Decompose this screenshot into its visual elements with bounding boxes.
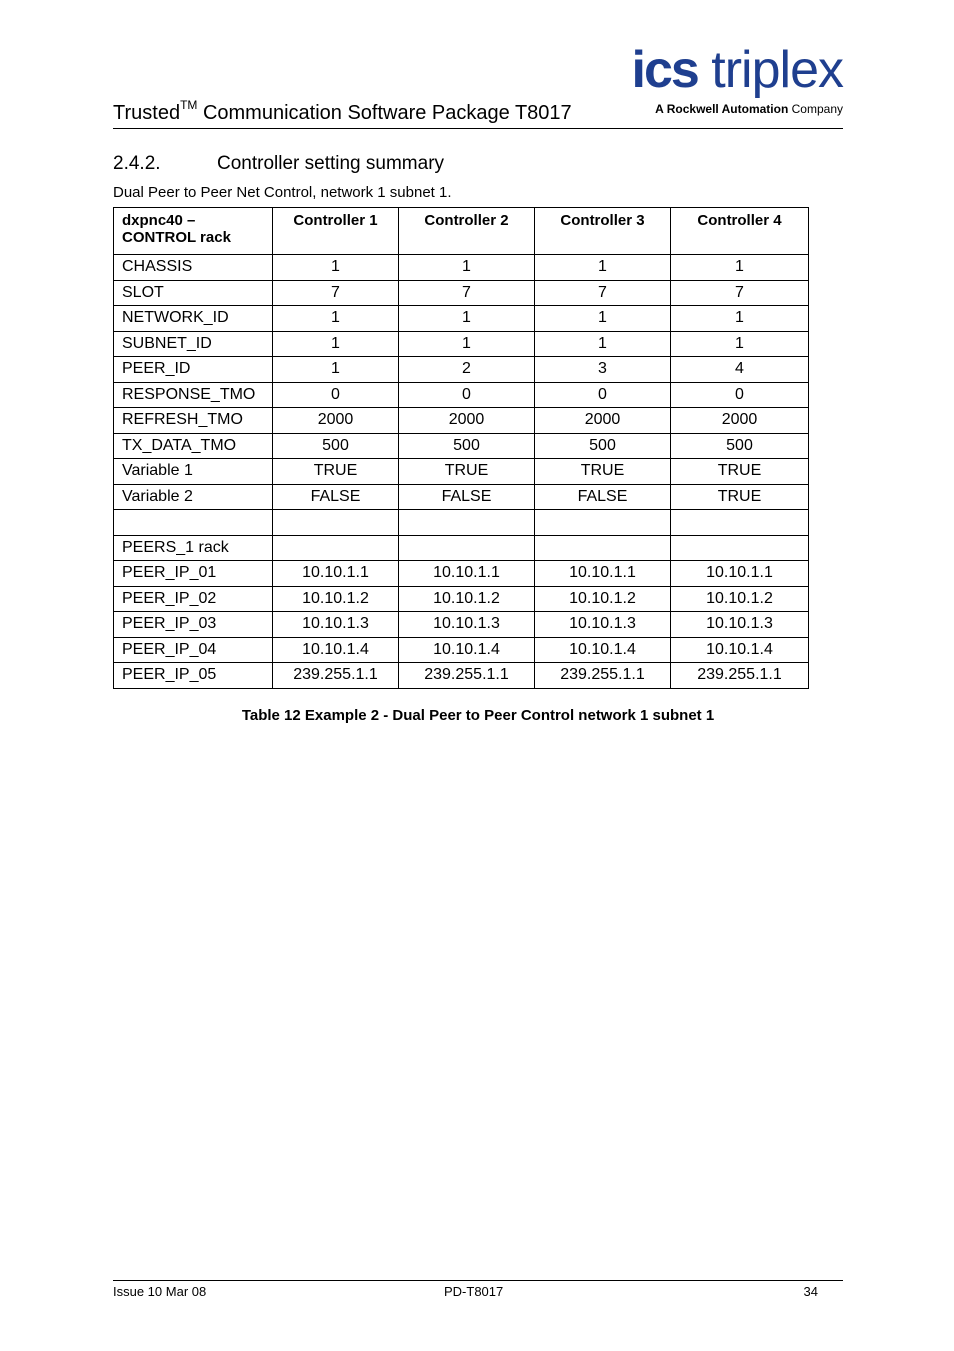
table-cell: 4 bbox=[671, 357, 809, 383]
table-cell: TRUE bbox=[671, 459, 809, 485]
table-cell: 1 bbox=[273, 357, 399, 383]
table-cell: 500 bbox=[671, 433, 809, 459]
table-cell bbox=[399, 510, 535, 536]
table-row bbox=[114, 586, 809, 612]
table-cell: 0 bbox=[273, 382, 399, 408]
table-cell bbox=[535, 535, 671, 561]
table-cell: TRUE bbox=[399, 459, 535, 485]
row-label: CHASSIS bbox=[114, 255, 273, 281]
table-cell: 10.10.1.1 bbox=[273, 561, 399, 587]
intro-text: Dual Peer to Peer Net Control, network 1 subnet 1. bbox=[113, 184, 452, 201]
table-cell: 239.255.1.1 bbox=[399, 663, 535, 689]
table-cell: 7 bbox=[273, 280, 399, 306]
table-row bbox=[114, 382, 809, 408]
table-body bbox=[114, 255, 809, 689]
logo-tagline bbox=[655, 102, 843, 116]
table-cell: 1 bbox=[671, 306, 809, 332]
table-cell: 7 bbox=[671, 280, 809, 306]
column-header: Controller 3 bbox=[535, 208, 671, 255]
row-label: PEER_IP_02 bbox=[114, 586, 273, 612]
table-row bbox=[114, 280, 809, 306]
table-cell: TRUE bbox=[535, 459, 671, 485]
footer-issue: Issue 10 Mar 08 bbox=[113, 1284, 207, 1299]
table-cell: 1 bbox=[671, 331, 809, 357]
table-row bbox=[114, 612, 809, 638]
row-label: Variable 2 bbox=[114, 484, 273, 510]
table-cell: TRUE bbox=[273, 459, 399, 485]
table-row bbox=[114, 663, 809, 689]
header-rack-line1: dxpnc40 – bbox=[122, 212, 196, 229]
table-cell bbox=[273, 535, 399, 561]
table-row bbox=[114, 408, 809, 434]
row-label: PEER_IP_04 bbox=[114, 637, 273, 663]
table-cell: 1 bbox=[399, 306, 535, 332]
logo-wordmark bbox=[632, 42, 843, 98]
table-row bbox=[114, 637, 809, 663]
table-cell: 1 bbox=[535, 331, 671, 357]
logo-tagline-text: A Rockwell Automation bbox=[655, 102, 789, 116]
section-number: 2.4.2. bbox=[113, 153, 161, 174]
document-title bbox=[113, 98, 572, 125]
table-cell bbox=[671, 535, 809, 561]
table-cell: 2000 bbox=[399, 408, 535, 434]
table-row bbox=[114, 484, 809, 510]
table-cell: 10.10.1.2 bbox=[273, 586, 399, 612]
table-row bbox=[114, 433, 809, 459]
table-cell: 239.255.1.1 bbox=[535, 663, 671, 689]
table-cell: 10.10.1.3 bbox=[399, 612, 535, 638]
ics-triplex-logo bbox=[611, 42, 843, 120]
table-cell: 10.10.1.2 bbox=[535, 586, 671, 612]
table-cell: 1 bbox=[671, 255, 809, 281]
table-cell: 500 bbox=[399, 433, 535, 459]
row-label: PEER_IP_03 bbox=[114, 612, 273, 638]
table-row bbox=[114, 306, 809, 332]
table-cell: 10.10.1.1 bbox=[671, 561, 809, 587]
row-label: RESPONSE_TMO bbox=[114, 382, 273, 408]
table-cell: 10.10.1.3 bbox=[671, 612, 809, 638]
table-cell: 3 bbox=[535, 357, 671, 383]
table-cell: 239.255.1.1 bbox=[273, 663, 399, 689]
table-cell: 10.10.1.2 bbox=[399, 586, 535, 612]
table-cell: 10.10.1.4 bbox=[273, 637, 399, 663]
table-header-row bbox=[114, 208, 809, 255]
row-label: SUBNET_ID bbox=[114, 331, 273, 357]
table-cell: TRUE bbox=[671, 484, 809, 510]
page-header bbox=[113, 40, 843, 129]
table-cell: 1 bbox=[535, 255, 671, 281]
table-caption: Table 12 Example 2 - Dual Peer to Peer Control network 1 subnet 1 bbox=[241, 707, 715, 724]
table-cell: 7 bbox=[399, 280, 535, 306]
table-header-rack bbox=[114, 208, 273, 255]
table-cell: 2000 bbox=[535, 408, 671, 434]
table-cell: 10.10.1.4 bbox=[535, 637, 671, 663]
title-prefix: Trusted bbox=[113, 102, 181, 124]
table-cell: 10.10.1.1 bbox=[535, 561, 671, 587]
table-cell bbox=[273, 510, 399, 536]
table-cell: 1 bbox=[273, 331, 399, 357]
row-label: PEER_IP_01 bbox=[114, 561, 273, 587]
logo-triplex: triplex bbox=[711, 41, 843, 99]
trademark-superscript: TM bbox=[180, 98, 198, 113]
table-row bbox=[114, 561, 809, 587]
table-cell bbox=[535, 510, 671, 536]
table-cell: 2000 bbox=[671, 408, 809, 434]
table-cell: 2 bbox=[399, 357, 535, 383]
logo-ics: ics bbox=[631, 41, 698, 99]
row-label: PEER_ID bbox=[114, 357, 273, 383]
table-row bbox=[114, 255, 809, 281]
table-row bbox=[114, 459, 809, 485]
table-cell: 10.10.1.4 bbox=[671, 637, 809, 663]
table-cell: 500 bbox=[535, 433, 671, 459]
column-header: Controller 4 bbox=[671, 208, 809, 255]
table-cell: 10.10.1.2 bbox=[671, 586, 809, 612]
row-label: PEERS_1 rack bbox=[114, 535, 273, 561]
table-cell bbox=[671, 510, 809, 536]
row-label: Variable 1 bbox=[114, 459, 273, 485]
footer-page-number: 34 bbox=[803, 1284, 818, 1299]
logo-company: Company bbox=[791, 102, 843, 116]
title-rest: Communication Software Package T8017 bbox=[197, 102, 572, 124]
row-label: TX_DATA_TMO bbox=[114, 433, 273, 459]
table-cell: 10.10.1.3 bbox=[535, 612, 671, 638]
column-header: Controller 1 bbox=[273, 208, 399, 255]
row-label bbox=[114, 510, 273, 536]
table-cell: 10.10.1.1 bbox=[399, 561, 535, 587]
table-row bbox=[114, 535, 809, 561]
header-rack-line2: CONTROL rack bbox=[122, 229, 231, 246]
table-cell: 1 bbox=[399, 255, 535, 281]
table-cell: FALSE bbox=[273, 484, 399, 510]
page-footer bbox=[113, 1280, 843, 1303]
section-heading bbox=[113, 153, 444, 175]
row-label: REFRESH_TMO bbox=[114, 408, 273, 434]
table-cell: FALSE bbox=[535, 484, 671, 510]
table-cell: 2000 bbox=[273, 408, 399, 434]
table-cell: 1 bbox=[535, 306, 671, 332]
table-row bbox=[114, 510, 809, 536]
section-title: Controller setting summary bbox=[217, 153, 445, 174]
row-label: SLOT bbox=[114, 280, 273, 306]
row-label: NETWORK_ID bbox=[114, 306, 273, 332]
table-cell: 0 bbox=[535, 382, 671, 408]
table-cell: 1 bbox=[273, 306, 399, 332]
table-row bbox=[114, 331, 809, 357]
table-cell: 7 bbox=[535, 280, 671, 306]
footer-doc-id: PD-T8017 bbox=[444, 1284, 504, 1299]
table-cell: 1 bbox=[399, 331, 535, 357]
table-cell: 0 bbox=[671, 382, 809, 408]
table-cell bbox=[399, 535, 535, 561]
table-cell: FALSE bbox=[399, 484, 535, 510]
table-row bbox=[114, 357, 809, 383]
table-cell: 10.10.1.3 bbox=[273, 612, 399, 638]
table-cell: 239.255.1.1 bbox=[671, 663, 809, 689]
table-cell: 500 bbox=[273, 433, 399, 459]
controller-settings-table bbox=[113, 207, 809, 689]
row-label: PEER_IP_05 bbox=[114, 663, 273, 689]
table-cell: 0 bbox=[399, 382, 535, 408]
table-cell: 10.10.1.4 bbox=[399, 637, 535, 663]
column-header: Controller 2 bbox=[399, 208, 535, 255]
table-cell: 1 bbox=[273, 255, 399, 281]
